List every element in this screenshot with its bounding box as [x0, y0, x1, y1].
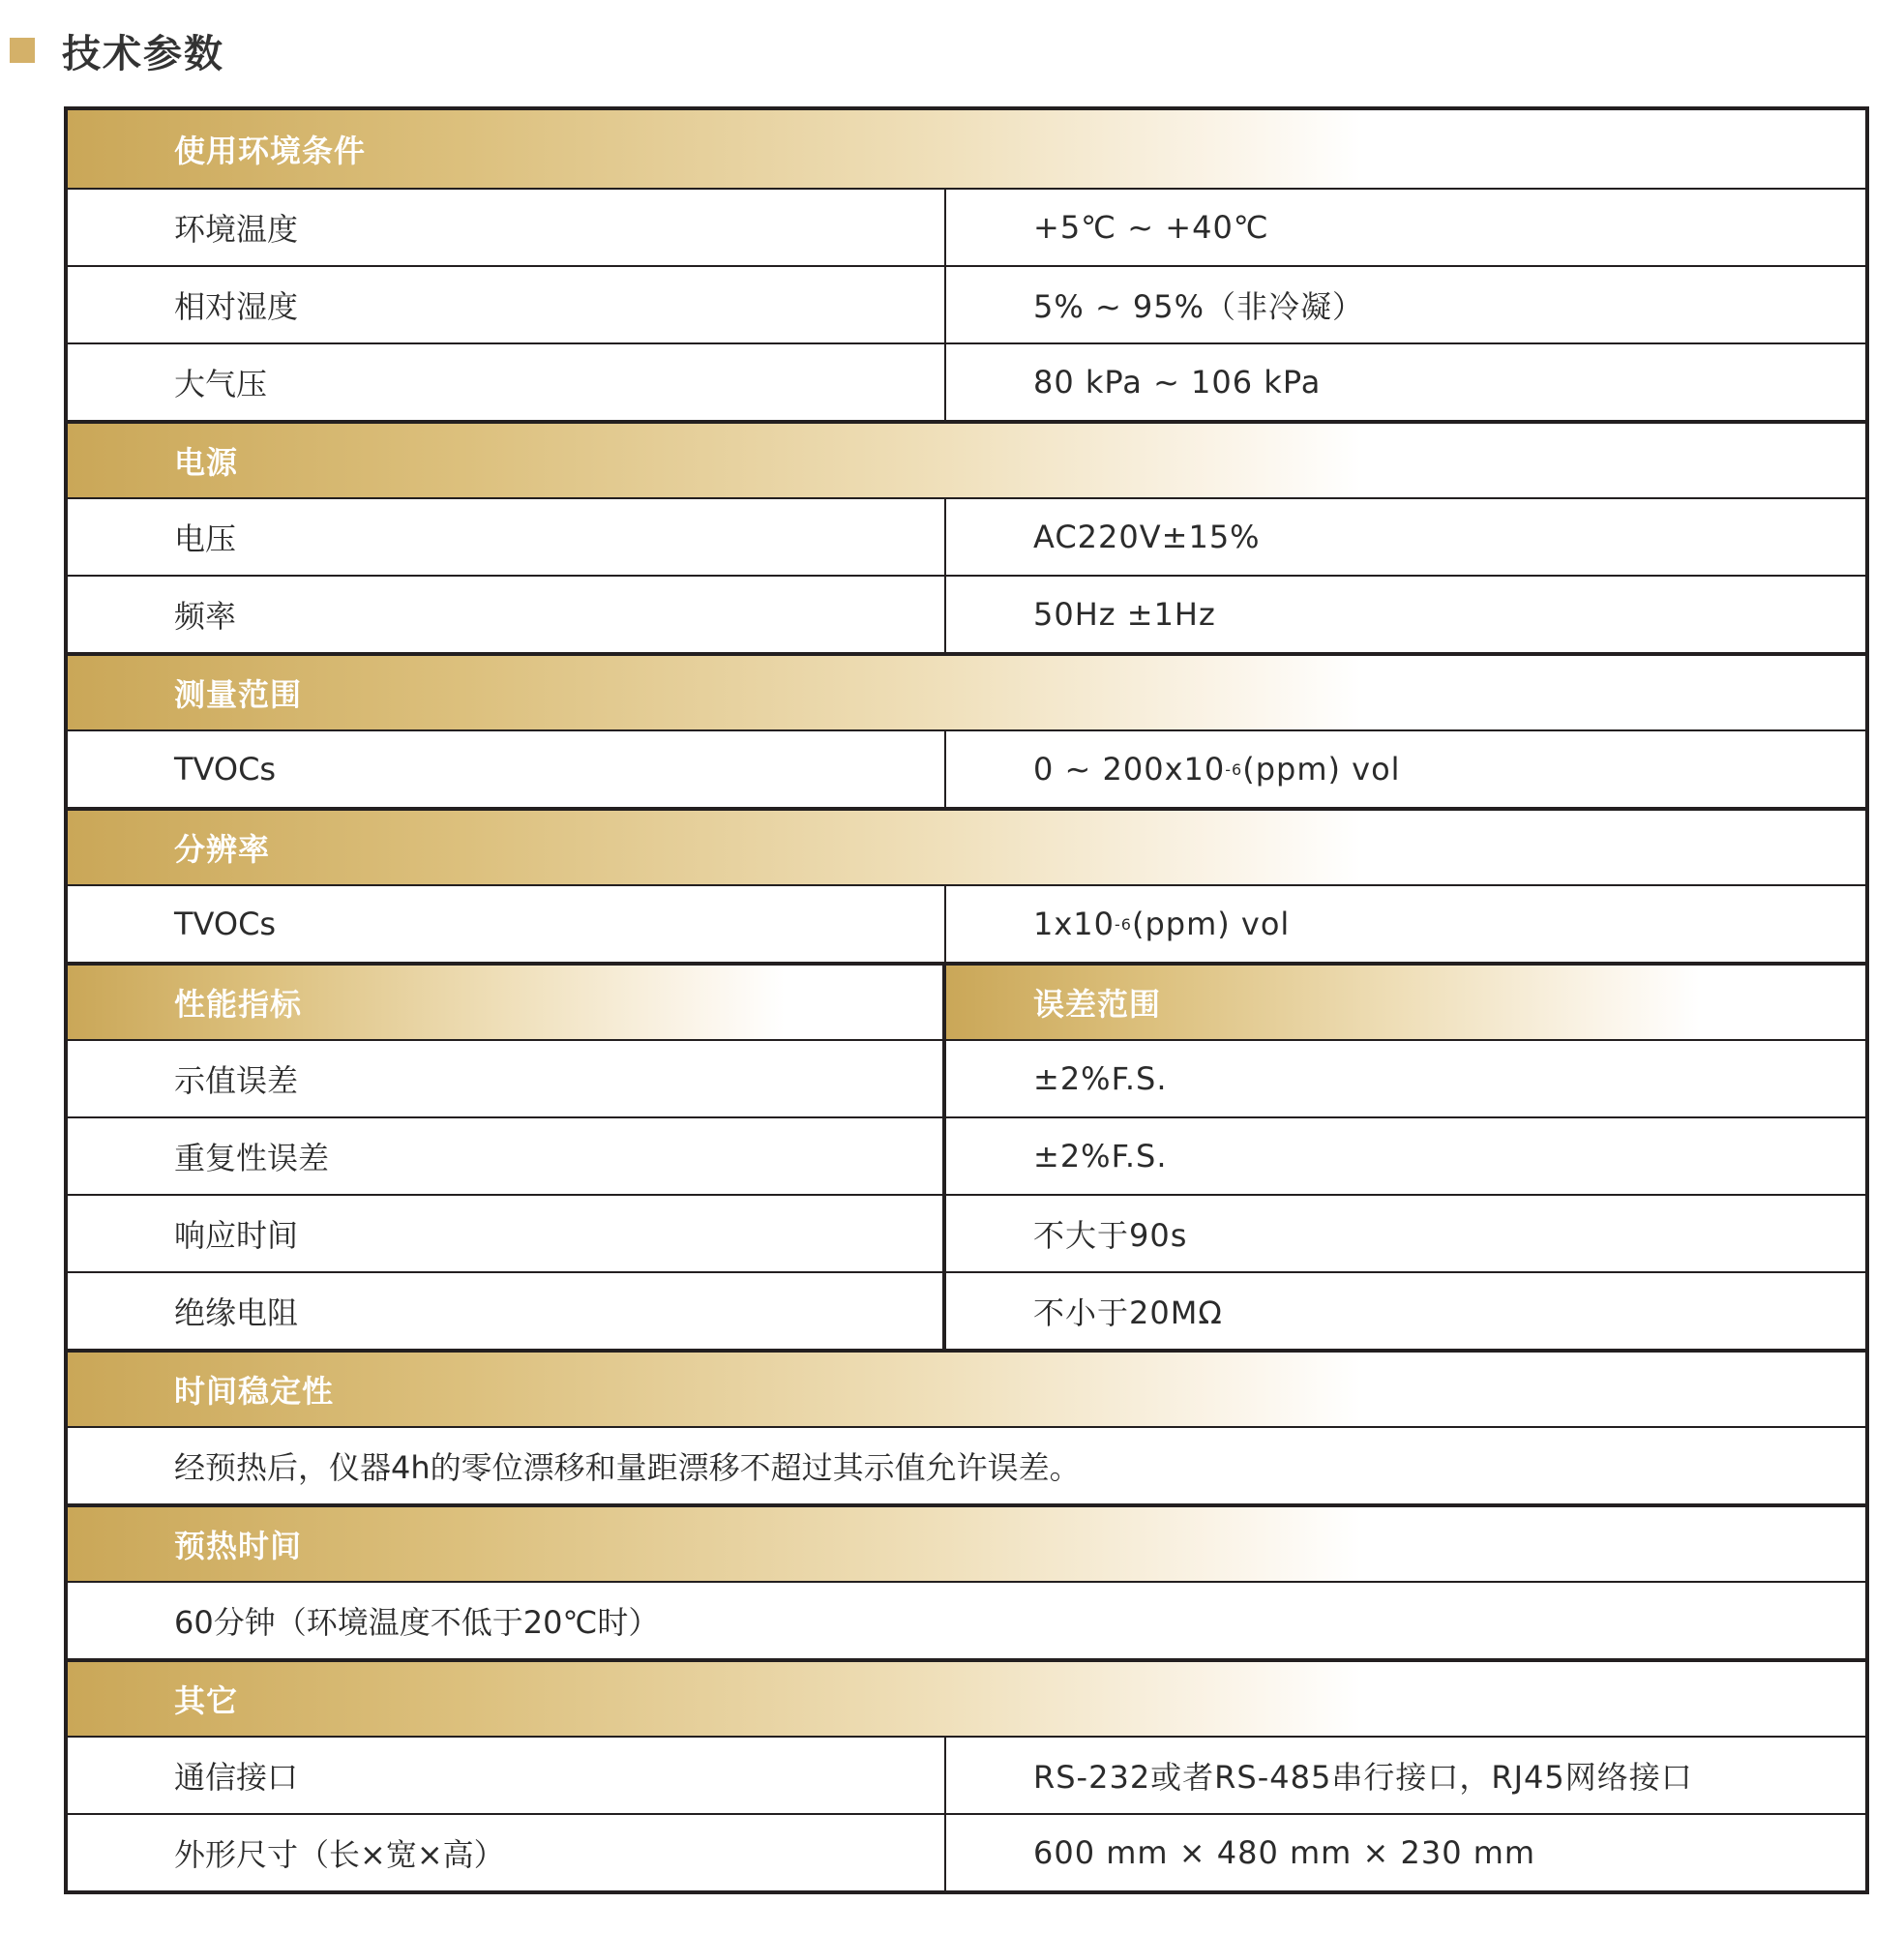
- value-exponent: -6: [1115, 914, 1132, 934]
- warmup-text: 60分钟（环境温度不低于20℃时）: [174, 1604, 660, 1641]
- param-value: 不小于20MΩ: [1033, 1294, 1223, 1331]
- param-value: ±2%F.S.: [1033, 1060, 1168, 1097]
- param-label: 响应时间: [68, 1196, 946, 1271]
- param-label: TVOCs: [68, 731, 946, 807]
- param-label: 环境温度: [68, 190, 946, 265]
- section-title-left: 性能指标: [68, 966, 946, 1039]
- value-suffix: (ppm) vol: [1131, 906, 1291, 942]
- param-value: 50Hz ±1Hz: [1033, 596, 1216, 633]
- section-header-stability: [68, 1349, 1865, 1426]
- table-row: [68, 1116, 1865, 1194]
- section-header-resolution: [68, 807, 1865, 884]
- section-header-performance: [68, 962, 1865, 1039]
- value-prefix: 0 ~ 200x10: [1033, 751, 1226, 788]
- table-row: [68, 1426, 1865, 1503]
- param-value: 不大于90s: [1033, 1217, 1188, 1254]
- table-row: [68, 575, 1865, 652]
- section-title: 分辨率: [68, 811, 1865, 884]
- param-label: 通信接口: [68, 1738, 946, 1813]
- param-value: +5℃ ~ +40℃: [1033, 209, 1269, 246]
- param-value: [946, 731, 1865, 807]
- param-label: 电压: [68, 499, 946, 575]
- param-label: 相对湿度: [68, 267, 946, 342]
- section-title: 测量范围: [68, 656, 1865, 729]
- section-title: 预热时间: [68, 1507, 1865, 1581]
- page-title: 技术参数: [62, 31, 224, 76]
- param-label: 重复性误差: [68, 1118, 946, 1194]
- param-value: RS-232或者RS-485串行接口，RJ45网络接口: [1033, 1759, 1693, 1796]
- table-row: [68, 1039, 1865, 1116]
- section-title: 时间稳定性: [68, 1353, 1865, 1426]
- section-header-other: [68, 1658, 1865, 1736]
- value-prefix: 1x10: [1033, 906, 1116, 942]
- param-value: 600 mm × 480 mm × 230 mm: [1033, 1834, 1536, 1871]
- param-value: AC220V±15%: [1033, 519, 1261, 555]
- param-value: ±2%F.S.: [1033, 1138, 1168, 1175]
- table-row: [68, 1581, 1865, 1658]
- section-header-warmup: [68, 1503, 1865, 1581]
- param-label: 绝缘电阻: [68, 1273, 946, 1349]
- param-label: TVOCs: [68, 886, 946, 962]
- param-label: 大气压: [68, 344, 946, 420]
- section-title: 其它: [68, 1662, 1865, 1736]
- table-row: [68, 497, 1865, 575]
- page-heading: [10, 21, 224, 79]
- section-header-range: [68, 652, 1865, 729]
- param-label: 示值误差: [68, 1041, 946, 1116]
- table-row: [68, 1271, 1865, 1349]
- table-row: [68, 1813, 1865, 1890]
- table-row: [68, 188, 1865, 265]
- param-value: 80 kPa ~ 106 kPa: [1033, 364, 1322, 401]
- table-row: [68, 342, 1865, 420]
- param-value: 5% ~ 95%（非冷凝）: [1033, 288, 1365, 325]
- param-value: [946, 886, 1865, 962]
- value-suffix: (ppm) vol: [1242, 751, 1401, 788]
- spec-table: [64, 106, 1869, 1894]
- table-row: [68, 265, 1865, 342]
- table-row: [68, 1736, 1865, 1813]
- param-label: 频率: [68, 577, 946, 652]
- heading-square-icon: [10, 38, 35, 63]
- section-header-environment: [68, 110, 1865, 188]
- value-exponent: -6: [1225, 759, 1243, 779]
- stability-text: 经预热后，仪器4h的零位漂移和量距漂移不超过其示值允许误差。: [174, 1449, 1081, 1486]
- table-row: [68, 884, 1865, 962]
- section-title: 电源: [68, 424, 1865, 497]
- table-row: [68, 729, 1865, 807]
- param-label: 外形尺寸（长×宽×高）: [68, 1815, 946, 1890]
- table-row: [68, 1194, 1865, 1271]
- section-title-right: 误差范围: [946, 966, 1865, 1039]
- section-header-power: [68, 420, 1865, 497]
- section-title: 使用环境条件: [68, 110, 1865, 188]
